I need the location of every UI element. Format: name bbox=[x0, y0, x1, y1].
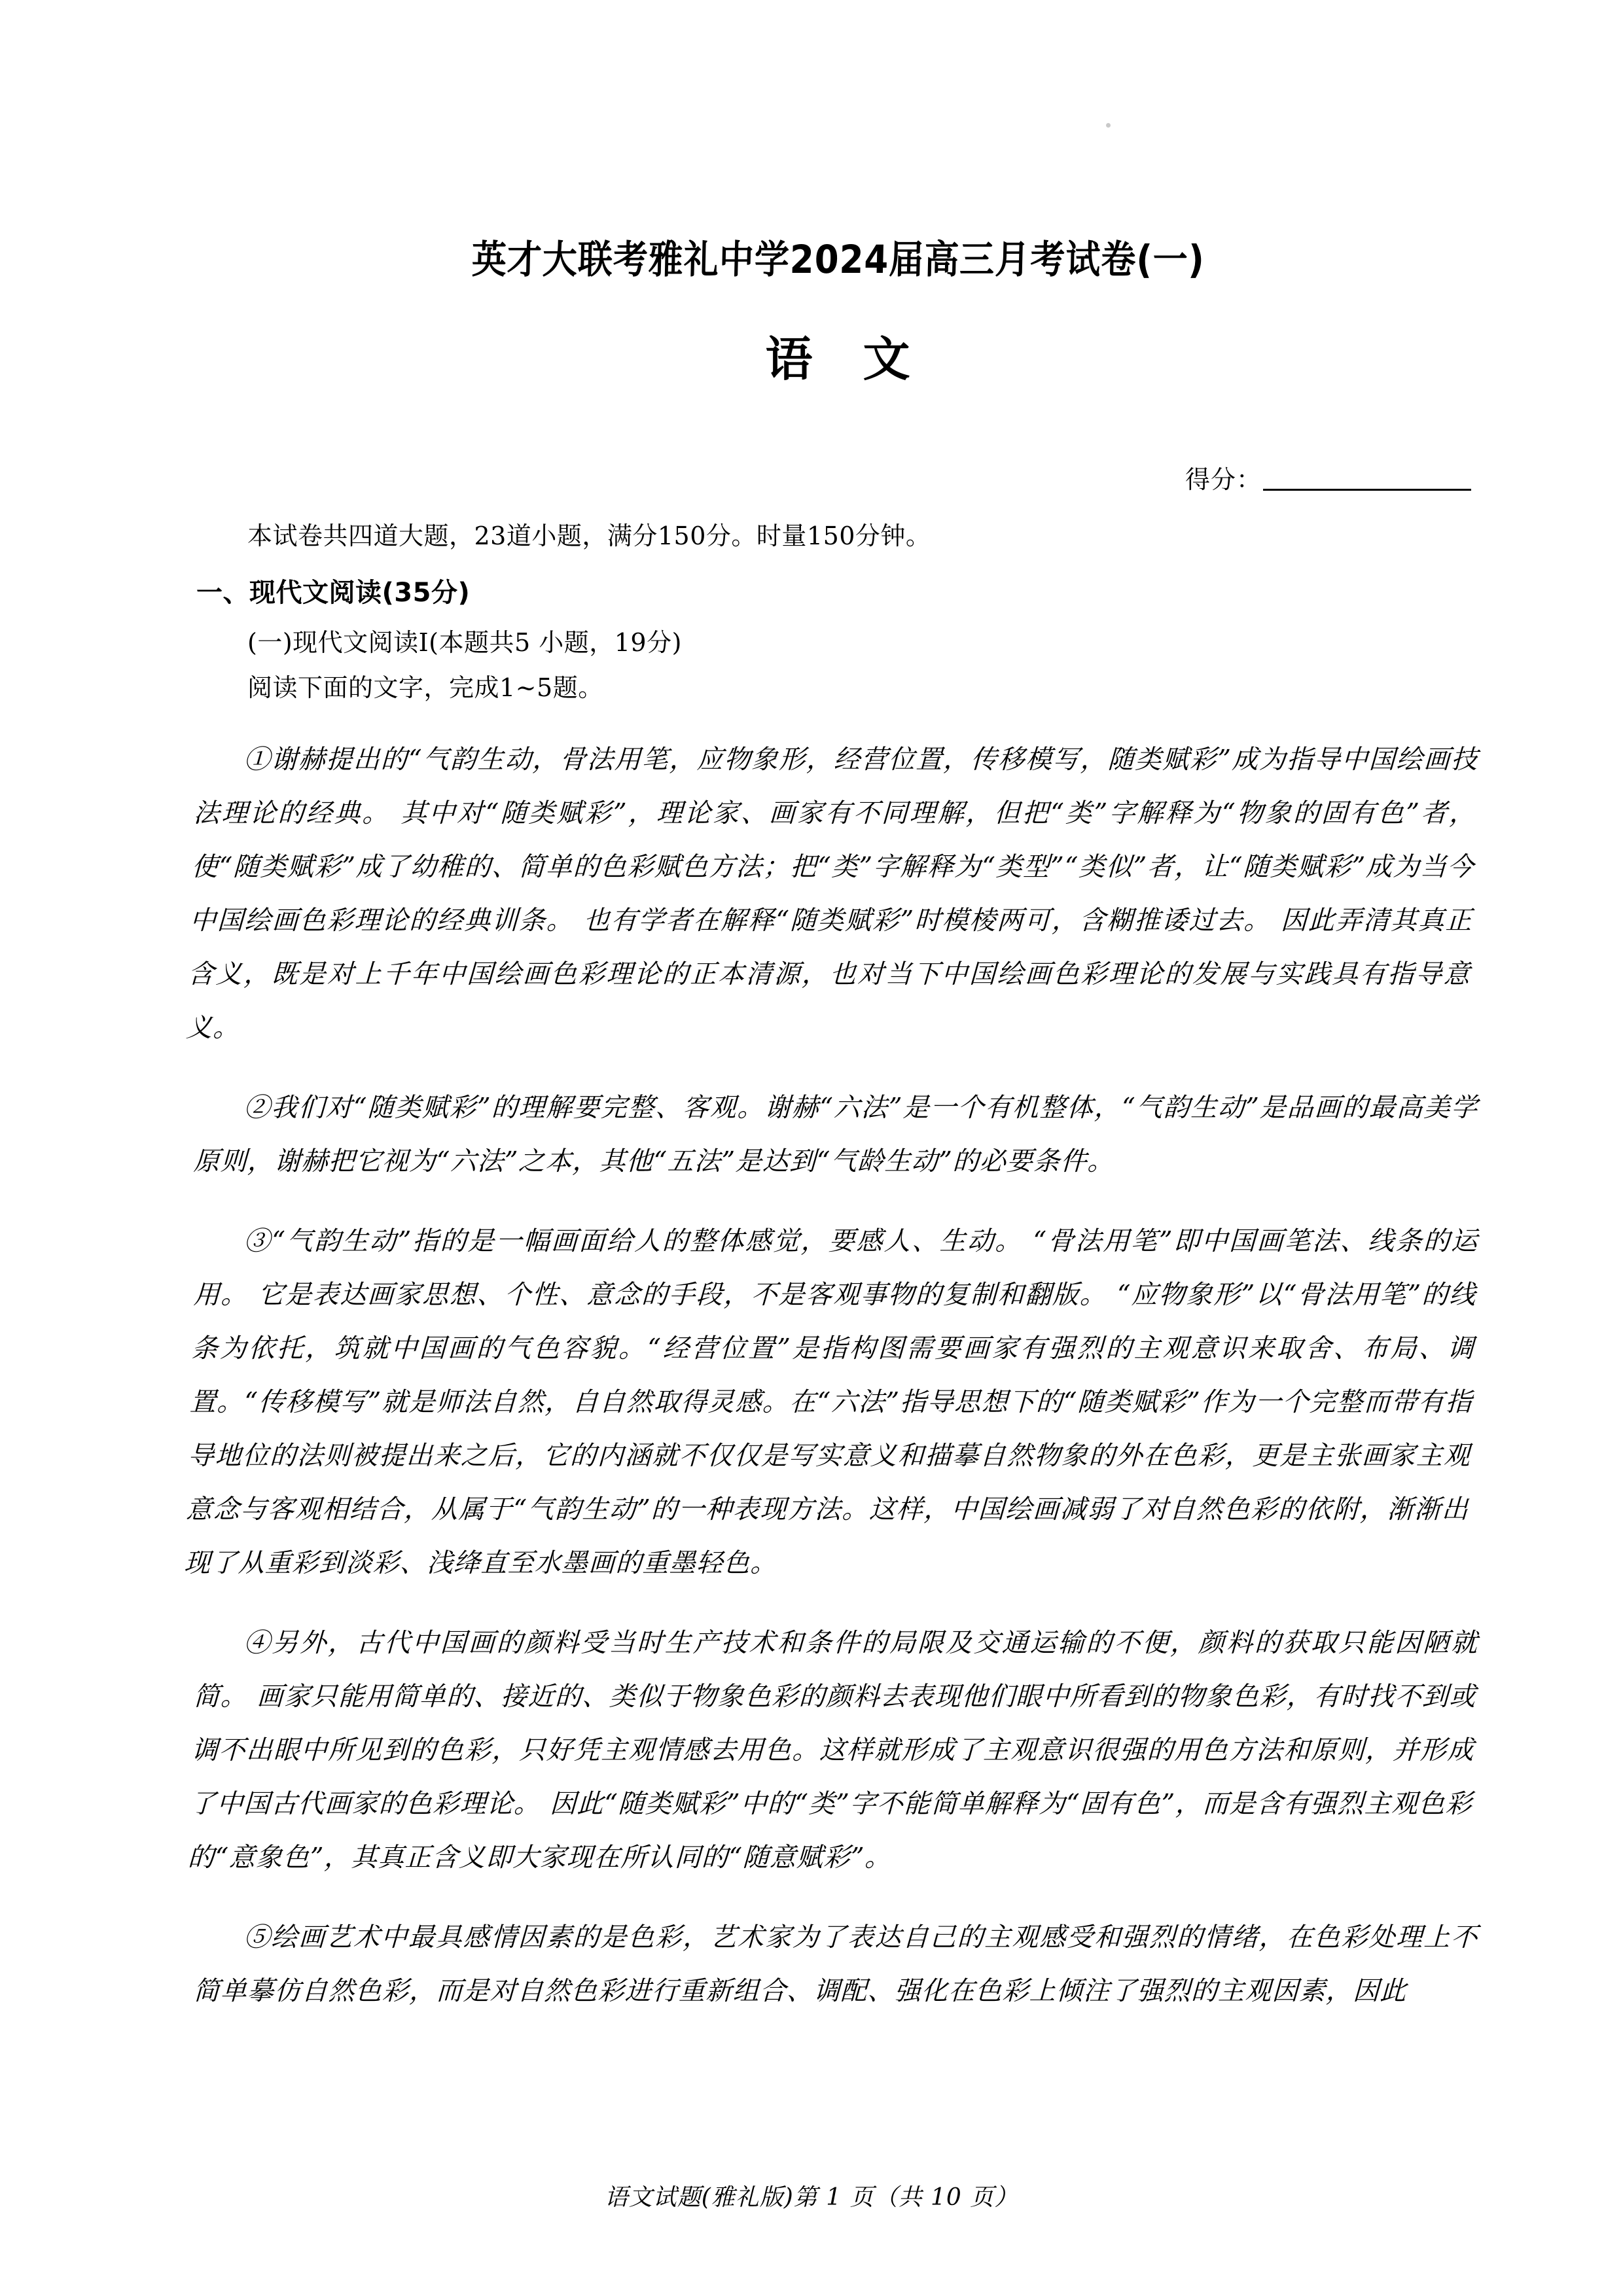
reading-passage bbox=[183, 733, 1479, 2018]
page-content bbox=[183, 0, 1479, 2044]
score-label: 得分： bbox=[1185, 465, 1262, 494]
score-row bbox=[196, 459, 1479, 495]
subsection-heading-reading-one: (一)现代文阅读Ⅰ(本题共5 小题，19分) bbox=[247, 627, 682, 657]
passage-paragraph-5: ⑤绘画艺术中最具感情因素的是色彩，艺术家为了表达自己的主观感受和强烈的情绪，在色彩处理上不简单摹仿自然色彩，而是对自然色彩进行重新组合、调配、强化在色彩上倾注了强烈的主观因素，因此 bbox=[192, 1922, 1479, 2006]
exam-notice: 本试卷共四道大题，23道小题，满分150分。时量150分钟。 bbox=[247, 521, 931, 550]
page-title: 英才大联考雅礼中学2024届高三月考试卷(一) bbox=[471, 238, 1205, 283]
subject-title: 语 文 bbox=[765, 331, 927, 387]
passage-paragraph-2: ②我们对“随类赋彩”的理解要完整、客观。谢赫“六法”是一个有机整体，“气韵生动”是品画的最高美学原则，谢赫把它视为“六法”之本，其他“五法”是达到“气龄生动”的必要条件。 bbox=[192, 1092, 1479, 1176]
passage-paragraph-3: ③“气韵生动”指的是一幅画面给人的整体感觉，要感人、生动。 “骨法用笔”即中国画笔法、线条的运用。 它是表达画家思想、个性、意念的手段，不是客观事物的复制和翻版。 “应物象形”以“骨法用笔”的线条为依托，筑就中国画的气色容貌。“经营位置”是指构图需要画家有强烈的主观意识来取舍、布局、调置。“传移模写”就是师法自然，自自然取得灵感。在“六法”指导思想下的“随类赋彩”作为一个完整而带有指导地位的法则被提出来之后，它的内涵就不仅仅是写实意义和描摹自然物象的外在色彩，更是主张画家主观意念与客观相结合，从属于“气韵生动”的一种表现方法。这样，中国绘画减弱了对自然色彩的依附，渐渐出现了从重彩到淡彩、浅绛直至水墨画的重墨轻色。 bbox=[183, 1226, 1479, 1578]
passage-paragraph-4: ④另外，古代中国画的颜料受当时生产技术和条件的局限及交通运输的不便，颜料的获取只能因陋就简。 画家只能用简单的、接近的、类似于物象色彩的颜料去表现他们眼中所看到的物象色彩，有时找不到或调不出眼中所见到的色彩，只好凭主观情感去用色。这样就形成了主观意识很强的用色方法和原则，并形成了中国古代画家的色彩理论。 因此“随类赋彩”中的“类”字不能简单解释为“固有色”，而是含有强烈主观色彩的“意象色”，其真正含义即大家现在所认同的“随意赋彩”。 bbox=[187, 1627, 1479, 1873]
section-heading-part-one: 一、现代文阅读(35分) bbox=[196, 577, 471, 608]
page-footer: 语文试题(雅礼版)第 1 页（共 10 页） bbox=[604, 2184, 1019, 2211]
passage-paragraph-1: ①谢赫提出的“气韵生动，骨法用笔，应物象形，经营位置，传移模写，随类赋彩”成为指导中国绘画技法理论的经典。 其中对“随类赋彩”，理论家、画家有不同理解，但把“类”字解释为“物象的固有色”者，使“随类赋彩”成了幼稚的、简单的色彩赋色方法；把“类”字解释为“类型”“类似”者，让“随类赋彩”成为当今中国绘画色彩理论的经典训条。 也有学者在解释“随类赋彩”时模棱两可，含糊推诿过去。 因此弄清其真正含义，既是对上千年中国绘画色彩理论的正本清源，也对当下中国绘画色彩理论的发展与实践具有指导意义。 bbox=[185, 744, 1479, 1043]
score-blank-field[interactable] bbox=[1263, 489, 1471, 491]
reading-instruction: 阅读下面的文字，完成1~5题。 bbox=[247, 673, 603, 702]
